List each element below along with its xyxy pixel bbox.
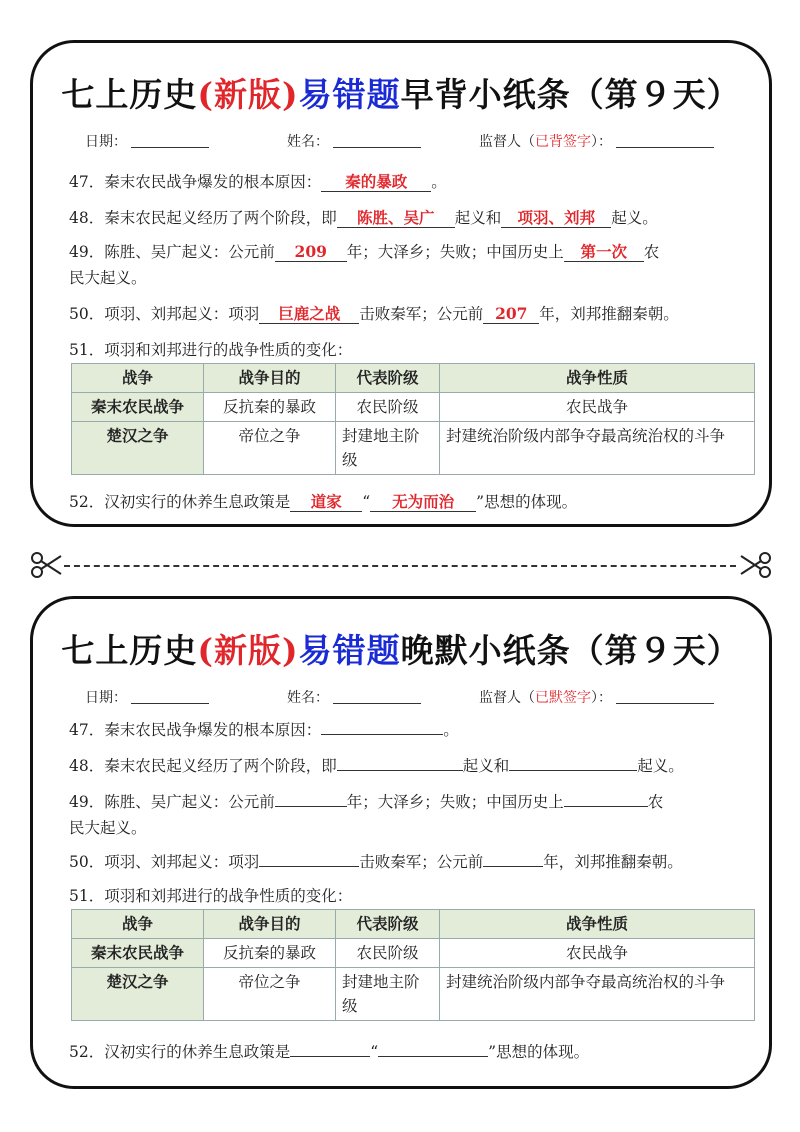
supervisor-field[interactable]: 监督人（已默签字）： [479, 687, 714, 707]
table-row [72, 393, 755, 422]
table-header: 战争目的 [204, 364, 336, 393]
table-header: 战争 [72, 910, 204, 939]
answer-blank[interactable] [275, 787, 347, 807]
cut-line [64, 565, 736, 567]
table-cell: 封建统治阶级内部争夺最高统治权的斗争 [440, 968, 755, 1021]
morning-card-title: 七上历史(新版)易错题早背小纸条（第９天） [61, 75, 741, 114]
table-row [72, 422, 755, 475]
question-50: 50．项羽、刘邦起义：项羽 击败秦军；公元前 年，刘邦推翻秦朝。 [69, 847, 759, 875]
answer-blank[interactable] [337, 751, 463, 771]
date-field[interactable]: 日期： [85, 687, 209, 707]
table-row [72, 968, 755, 1021]
answer-blank[interactable] [321, 715, 443, 735]
question-51: 51．项羽和刘邦进行的战争性质的变化： [69, 887, 353, 905]
table-cell: 封建统治阶级内部争夺最高统治权的斗争 [440, 422, 755, 475]
evening-card [30, 596, 772, 1089]
scissors-icon [740, 550, 772, 580]
table-cell: 农民阶级 [336, 393, 440, 422]
name-field[interactable]: 姓名： [287, 131, 421, 151]
war-nature-table [71, 363, 755, 475]
table-cell: 农民战争 [440, 393, 755, 422]
war-nature-table [71, 909, 755, 1021]
supervisor-field[interactable]: 监督人（已背签字）： [479, 131, 714, 151]
answer-blank[interactable] [509, 751, 637, 771]
answer-blank[interactable] [564, 787, 648, 807]
question-47: 47．秦末农民战争爆发的根本原因： 秦的暴政 。 [69, 172, 447, 191]
table-cell: 楚汉之争 [72, 968, 204, 1021]
question-47: 47．秦末农民战争爆发的根本原因： 。 [69, 715, 759, 743]
question-48: 48．秦末农民起义经历了两个阶段，即 陈胜、吴广 起义和 项羽、刘邦 起义。 [69, 208, 658, 227]
table-cell: 反抗秦的暴政 [204, 393, 336, 422]
table-header-row [72, 364, 755, 393]
answer-blank[interactable] [378, 1037, 488, 1057]
question-49: 49．陈胜、吴广起义：公元前 年；大泽乡；失败；中国历史上 农 民大起义。 [69, 787, 759, 841]
table-header: 代表阶级 [336, 364, 440, 393]
question-51: 51．项羽和刘邦进行的战争性质的变化： [69, 341, 353, 359]
date-field[interactable]: 日期： [85, 131, 209, 151]
table-row [72, 939, 755, 968]
table-header: 代表阶级 [336, 910, 440, 939]
answer-blank[interactable] [290, 1037, 370, 1057]
morning-card [30, 40, 772, 527]
scissors-icon [30, 550, 62, 580]
table-cell: 帝位之争 [204, 422, 336, 475]
table-header: 战争目的 [204, 910, 336, 939]
table-cell: 帝位之争 [204, 968, 336, 1021]
question-52: 52．汉初实行的休养生息政策是 道家 “ 无为而治 ”思想的体现。 [69, 492, 578, 511]
question-50: 50．项羽、刘邦起义：项羽 巨鹿之战 击败秦军；公元前 207 年，刘邦推翻秦朝。 [69, 304, 679, 323]
table-cell: 农民战争 [440, 939, 755, 968]
table-header-row [72, 910, 755, 939]
question-48: 48．秦末农民起义经历了两个阶段，即 起义和 起义。 [69, 751, 759, 779]
table-cell: 反抗秦的暴政 [204, 939, 336, 968]
table-cell: 楚汉之争 [72, 422, 204, 475]
name-field[interactable]: 姓名： [287, 687, 421, 707]
table-header: 战争性质 [440, 364, 755, 393]
table-cell: 封建地主阶级 [336, 422, 440, 475]
table-header: 战争性质 [440, 910, 755, 939]
question-52: 52．汉初实行的休养生息政策是 “ ”思想的体现。 [69, 1037, 759, 1065]
table-cell: 封建地主阶级 [336, 968, 440, 1021]
answer-blank[interactable] [259, 847, 359, 867]
evening-card-title: 七上历史(新版)易错题晚默小纸条（第９天） [61, 631, 741, 670]
answer-blank[interactable] [483, 847, 543, 867]
question-49: 49．陈胜、吴广起义：公元前 209 年；大泽乡；失败；中国历史上 第一次 农 民大起义。 [69, 242, 660, 287]
table-cell: 秦末农民战争 [72, 393, 204, 422]
table-cell: 农民阶级 [336, 939, 440, 968]
table-cell: 秦末农民战争 [72, 939, 204, 968]
table-header: 战争 [72, 364, 204, 393]
